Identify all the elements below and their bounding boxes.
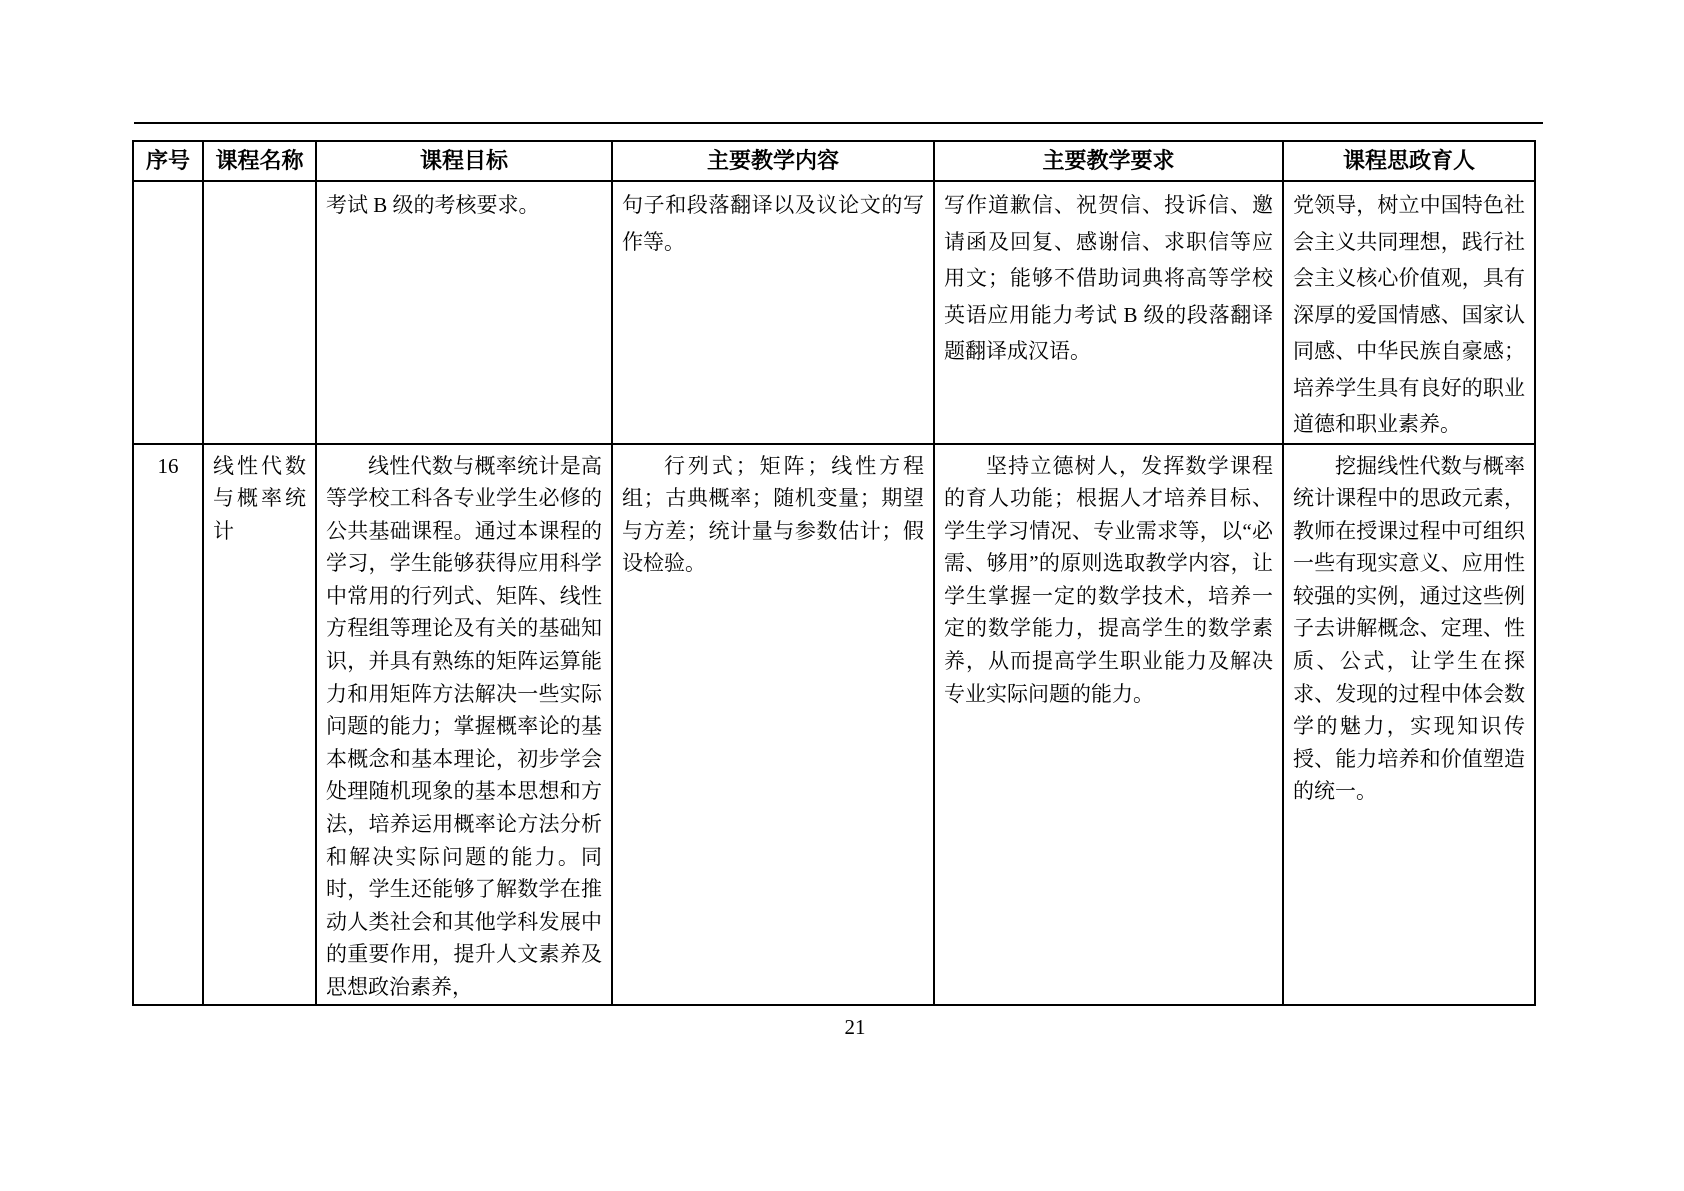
cell-course-name: 线性代数与概率统计 bbox=[203, 444, 316, 1005]
table-row-16 bbox=[133, 444, 1535, 1005]
course-syllabus-table bbox=[132, 140, 1536, 1006]
cell-seq bbox=[133, 181, 203, 444]
table-header-row bbox=[133, 141, 1535, 181]
cell-requirements: 写作道歉信、祝贺信、投诉信、邀请函及回复、感谢信、求职信等应用文；能够不借助词典将高等学校英语应用能力考试 B 级的段落翻译题翻译成汉语。 bbox=[934, 181, 1283, 444]
cell-objectives: 线性代数与概率统计是高等学校工科各专业学生必修的公共基础课程。通过本课程的学习，学生能够获得应用科学中常用的行列式、矩阵、线性方程组等理论及有关的基础知识，并具有熟练的矩阵运算能力和用矩阵方法解决一些实际问题的能力；掌握概率论的基本概念和基本理论，初步学会处理随机现象的基本思想和方法，培养运用概率论方法分析和解决实际问题的能力。同时，学生还能够了解数学在推动人类社会和其他学科发展中的重要作用，提升人文素养及思想政治素养， bbox=[316, 444, 612, 1005]
cell-objectives: 考试 B 级的考核要求。 bbox=[316, 181, 612, 444]
cell-requirements: 坚持立德树人，发挥数学课程的育人功能；根据人才培养目标、学生学习情况、专业需求等，以“必需、够用”的原则选取教学内容，让学生掌握一定的数学技术，培养一定的数学能力，提高学生的数学素养，从而提高学生职业能力及解决专业实际问题的能力。 bbox=[934, 444, 1283, 1005]
cell-course-name bbox=[203, 181, 316, 444]
column-header-requirements: 主要教学要求 bbox=[934, 141, 1283, 181]
column-header-ideology: 课程思政育人 bbox=[1283, 141, 1535, 181]
column-header-seq: 序号 bbox=[133, 141, 203, 181]
table-row-continuation bbox=[133, 181, 1535, 444]
cell-seq: 16 bbox=[133, 444, 203, 1005]
page-number: 21 bbox=[844, 1015, 866, 1039]
cell-content: 句子和段落翻译以及议论文的写作等。 bbox=[612, 181, 934, 444]
page-header-rule bbox=[134, 122, 1543, 124]
cell-ideology: 挖掘线性代数与概率统计课程中的思政元素，教师在授课过程中可组织一些有现实意义、应用性较强的实例，通过这些例子去讲解概念、定理、性质、公式，让学生在探求、发现的过程中体会数学的魅力，实现知识传授、能力培养和价值塑造的统一。 bbox=[1283, 444, 1535, 1005]
column-header-course-name: 课程名称 bbox=[203, 141, 316, 181]
cell-ideology: 党领导，树立中国特色社会主义共同理想，践行社会主义核心价值观，具有深厚的爱国情感、国家认同感、中华民族自豪感；培养学生具有良好的职业道德和职业素养。 bbox=[1283, 181, 1535, 444]
column-header-content: 主要教学内容 bbox=[612, 141, 934, 181]
cell-content: 行列式；矩阵；线性方程组；古典概率；随机变量；期望与方差；统计量与参数估计；假设检验。 bbox=[612, 444, 934, 1005]
column-header-objectives: 课程目标 bbox=[316, 141, 612, 181]
